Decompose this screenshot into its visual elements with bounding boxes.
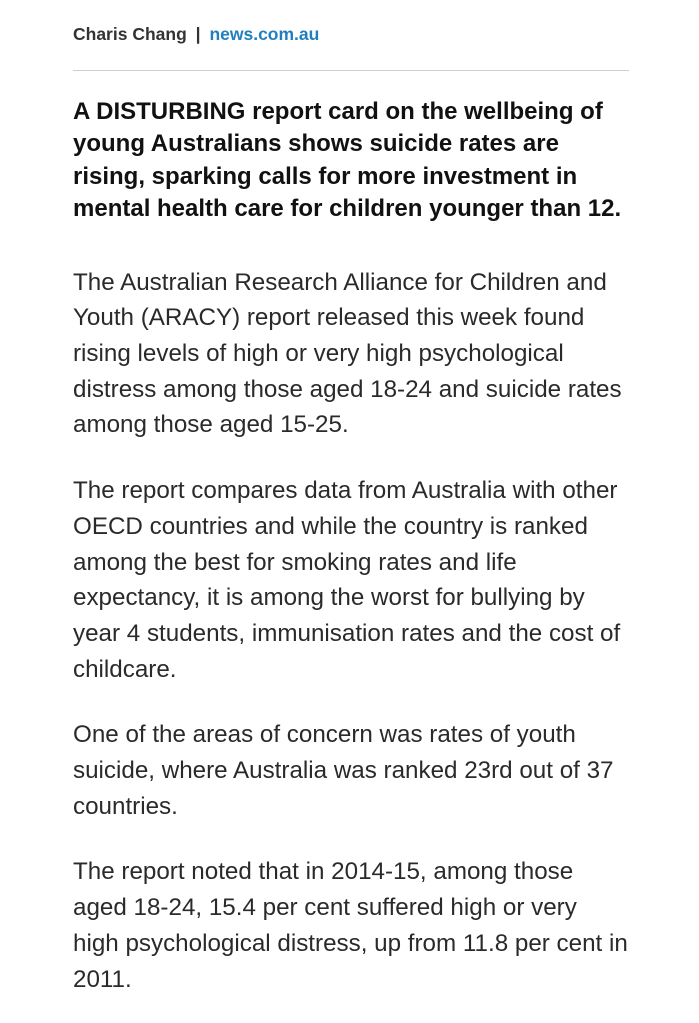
byline bbox=[73, 22, 629, 46]
divider bbox=[73, 70, 629, 71]
article-paragraph: The report noted that in 2014-15, among those aged 18-24, 15.4 per cent suffered high or very high psychological distress, up from 11.8 per cent in 2011. bbox=[73, 858, 628, 993]
article-lede: A DISTURBING report card on the wellbeing of young Australians shows suicide rates are rising, sparking calls for more investment in mental health care for children younger than 12. bbox=[73, 98, 622, 223]
byline-separator: | bbox=[195, 24, 201, 44]
article-paragraph: One of the areas of concern was rates of youth suicide, where Australia was ranked 23rd out of 37 countries. bbox=[73, 721, 614, 820]
article-paragraph: The report compares data from Australia with other OECD countries and while the country is ranked among the best for smoking rates and life expectancy, it is among the worst for bullying by year 4 students, immunisation rates and the cost of childcare. bbox=[73, 477, 621, 683]
article-paragraph: The Australian Research Alliance for Children and Youth (ARACY) report released this week found rising levels of high or very high psychological distress among those aged 18-24 and suicide rates among those aged 15-25. bbox=[73, 268, 622, 439]
article bbox=[73, 0, 629, 997]
source-link[interactable]: news.com.au bbox=[209, 24, 320, 44]
author-name: Charis Chang bbox=[73, 24, 187, 44]
